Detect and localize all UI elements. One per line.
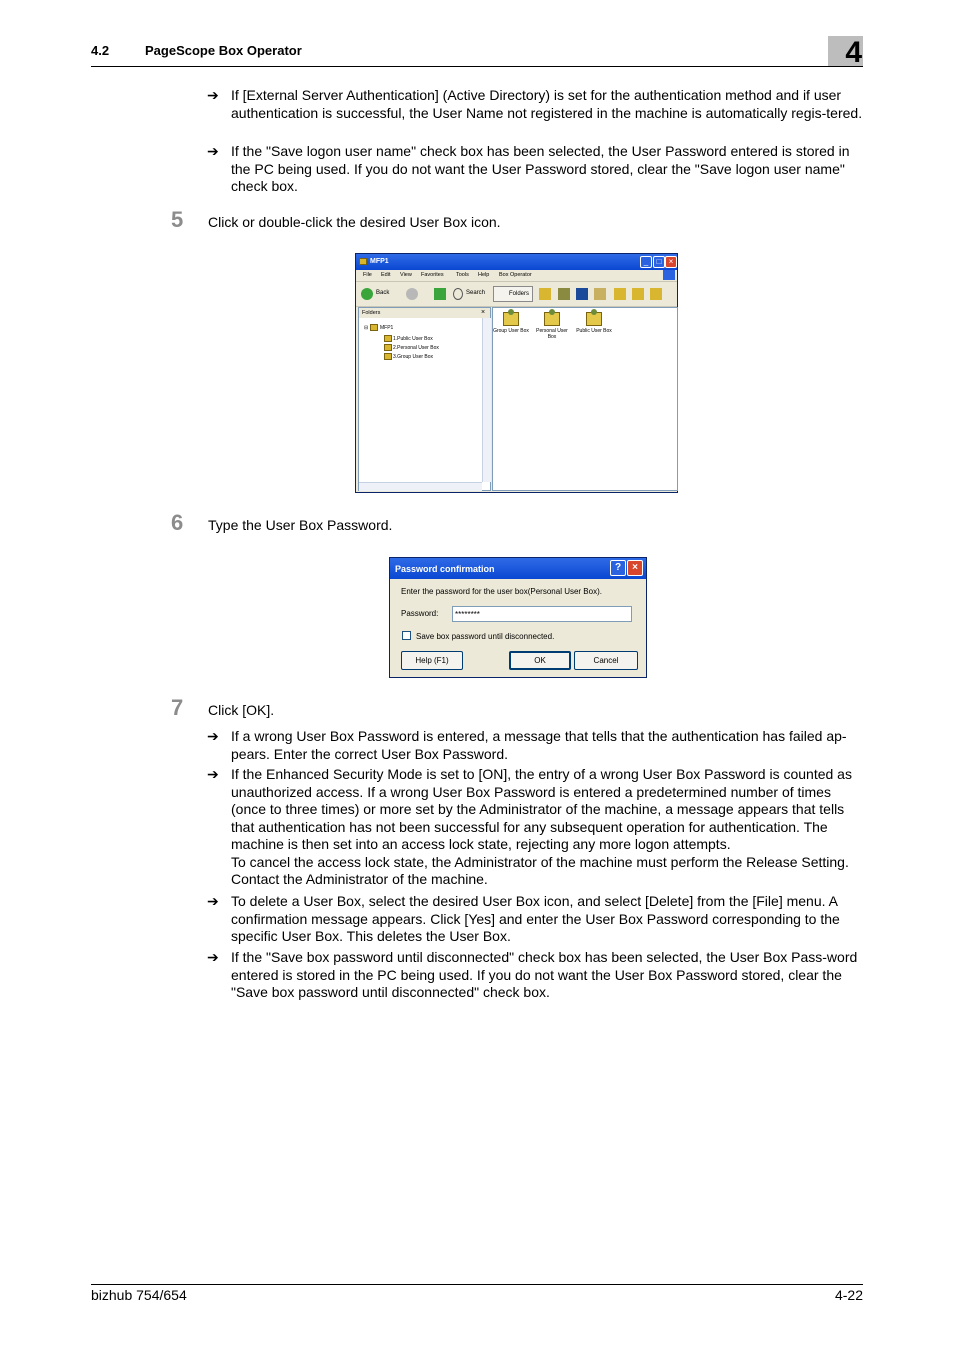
close-icon[interactable]: × [627,560,643,576]
folder-icon [359,258,367,265]
footer-rule [91,1284,863,1285]
arrow-icon: ➔ [207,949,219,965]
page-header [91,42,863,67]
save-password-label: Save box password until disconnected. [416,632,555,641]
password-label: Password: [401,609,439,618]
close-icon[interactable]: × [665,256,677,268]
group-user-box[interactable]: Group User Box [493,312,529,334]
collapse-icon[interactable]: ⊟ [364,324,369,331]
up-folder-icon[interactable] [434,288,446,300]
menu-help[interactable]: Help [478,272,490,278]
window-title: MFP1 [370,258,389,265]
vertical-scrollbar[interactable] [482,318,491,482]
box-icon[interactable] [539,288,551,300]
save-icon[interactable] [576,288,588,300]
menu-file[interactable]: File [363,272,372,278]
step-number: 7 [171,695,184,720]
folders-pane-label: Folders [362,310,381,316]
back-icon[interactable] [361,288,373,300]
password-dialog [389,557,647,678]
menu-box-operator[interactable]: Box Operator [499,272,532,278]
search-label[interactable]: Search [466,290,486,296]
scan-icon[interactable] [558,288,570,300]
save-password-checkbox[interactable] [402,631,411,640]
personal-user-box[interactable]: Personal User Box [534,312,570,340]
step7-bullet-2: ➔ If the Enhanced Security Mode is set to [ON], the entry of a wrong User Box Password is counted as unauthorized access. If a wrong User Box Password is entered a predetermined number of times (once to three times) or more set by the Administrator of the machine, a message appears that tells that authentication has not been successful for any subsequent operation for authentication. The machine is then set into an access lock state, rejecting any more logon attempts. To cancel the access lock state, the Administrator of the machine must perform the Release Setting. Contact the Administrator of the machine. [207,766,852,887]
menu-tools[interactable]: Tools [456,272,469,278]
box-settings-icon[interactable] [632,288,644,300]
password-input[interactable] [452,606,632,622]
dialog-message: Enter the password for the user box(Personal User Box). [401,587,602,596]
back-label[interactable]: Back [376,290,390,296]
box-icon [384,353,392,360]
step-number: 5 [171,207,184,232]
print-icon[interactable] [594,288,606,300]
menu-bar [356,270,677,282]
arrow-icon: ➔ [207,766,219,782]
menu-view[interactable]: View [400,272,412,278]
box-delete-icon[interactable] [650,288,662,300]
step-text: Click [OK]. [208,702,275,718]
help-icon[interactable]: ? [610,560,626,576]
window-titlebar [356,254,677,270]
dialog-titlebar [390,558,646,579]
folders-label[interactable]: Folders [509,291,530,297]
content-pane [492,307,678,491]
arrow-icon: ➔ [207,893,219,909]
toolbar [356,282,677,307]
intro-bullet-2: ➔ If the "Save logon user name" check box has been selected, the User Password entered is stored in the PC being used. If you do not want the User Password stored, clear the "Save logon user name" check box. [207,143,850,194]
search-icon[interactable] [453,288,463,300]
help-button[interactable]: Help (F1) [401,651,463,670]
section-number: 4.2 [91,43,110,58]
maximize-icon[interactable]: □ [653,256,665,268]
tree-item[interactable]: 1.Public User Box [384,335,433,342]
windows-logo-icon [663,270,675,280]
chapter-tab [828,36,863,69]
chapter-number: 4 [845,36,862,69]
intro-bullet-1: ➔ If [External Server Authentication] (Active Directory) is set for the authentication method and if user authentication is successful, the User Name not registered in the machine is automatically regis-tered. [207,87,863,121]
step7-bullet-4: ➔ If the "Save box password until disconnected" check box has been selected, the User Box Pass-word entered is stored in the PC being used. If you do not want the User Box Password stored, clear the "Save box password until disconnected" check box. [207,949,858,1000]
forward-icon[interactable] [406,288,418,300]
mfp-icon [370,324,378,331]
step-text: Click or double-click the desired User Box icon. [208,214,501,230]
ok-button[interactable]: OK [509,651,571,670]
menu-edit[interactable]: Edit [381,272,391,278]
horizontal-scrollbar[interactable] [359,482,482,491]
dialog-title: Password confirmation [395,564,495,574]
tree-root-label: MFP1 [379,324,394,331]
minimize-icon[interactable]: _ [640,256,652,268]
close-pane-icon[interactable]: × [481,309,486,316]
explorer-window [355,253,678,493]
folders-pane-header [359,308,490,318]
footer-model: bizhub 754/654 [91,1287,187,1303]
tree-item[interactable]: 2.Personal User Box [384,344,439,351]
arrow-icon: ➔ [207,728,219,744]
step7-bullet-1: ➔ If a wrong User Box Password is entered, a message that tells that the authentication has failed ap-pears. Enter the correct User Box Password. [207,728,847,762]
cancel-button[interactable]: Cancel [574,651,638,670]
tree-root[interactable] [364,324,393,331]
section-title: PageScope Box Operator [145,43,302,58]
public-user-box-icon [586,312,602,326]
arrow-icon: ➔ [207,143,219,159]
personal-user-box-icon [544,312,560,326]
tree-item[interactable]: 3.Group User Box [384,353,433,360]
footer-page-number: 4-22 [834,1287,863,1303]
step-number: 6 [171,510,184,535]
folders-pane [358,307,491,491]
group-user-box-icon [503,312,519,326]
step-text: Type the User Box Password. [208,517,393,533]
box-add-icon[interactable] [614,288,626,300]
arrow-icon: ➔ [207,87,219,103]
public-user-box[interactable]: Public User Box [576,312,612,334]
menu-favorites[interactable]: Favorites [421,272,444,278]
step7-bullet-3: ➔ To delete a User Box, select the desired User Box icon, and select [Delete] from the [File] menu. A confirmation message appears. Click [Yes] and enter the User Box Password corresponding to the specific User Box. This deletes the User Box. [207,893,840,944]
box-icon [384,344,392,351]
box-icon [384,335,392,342]
